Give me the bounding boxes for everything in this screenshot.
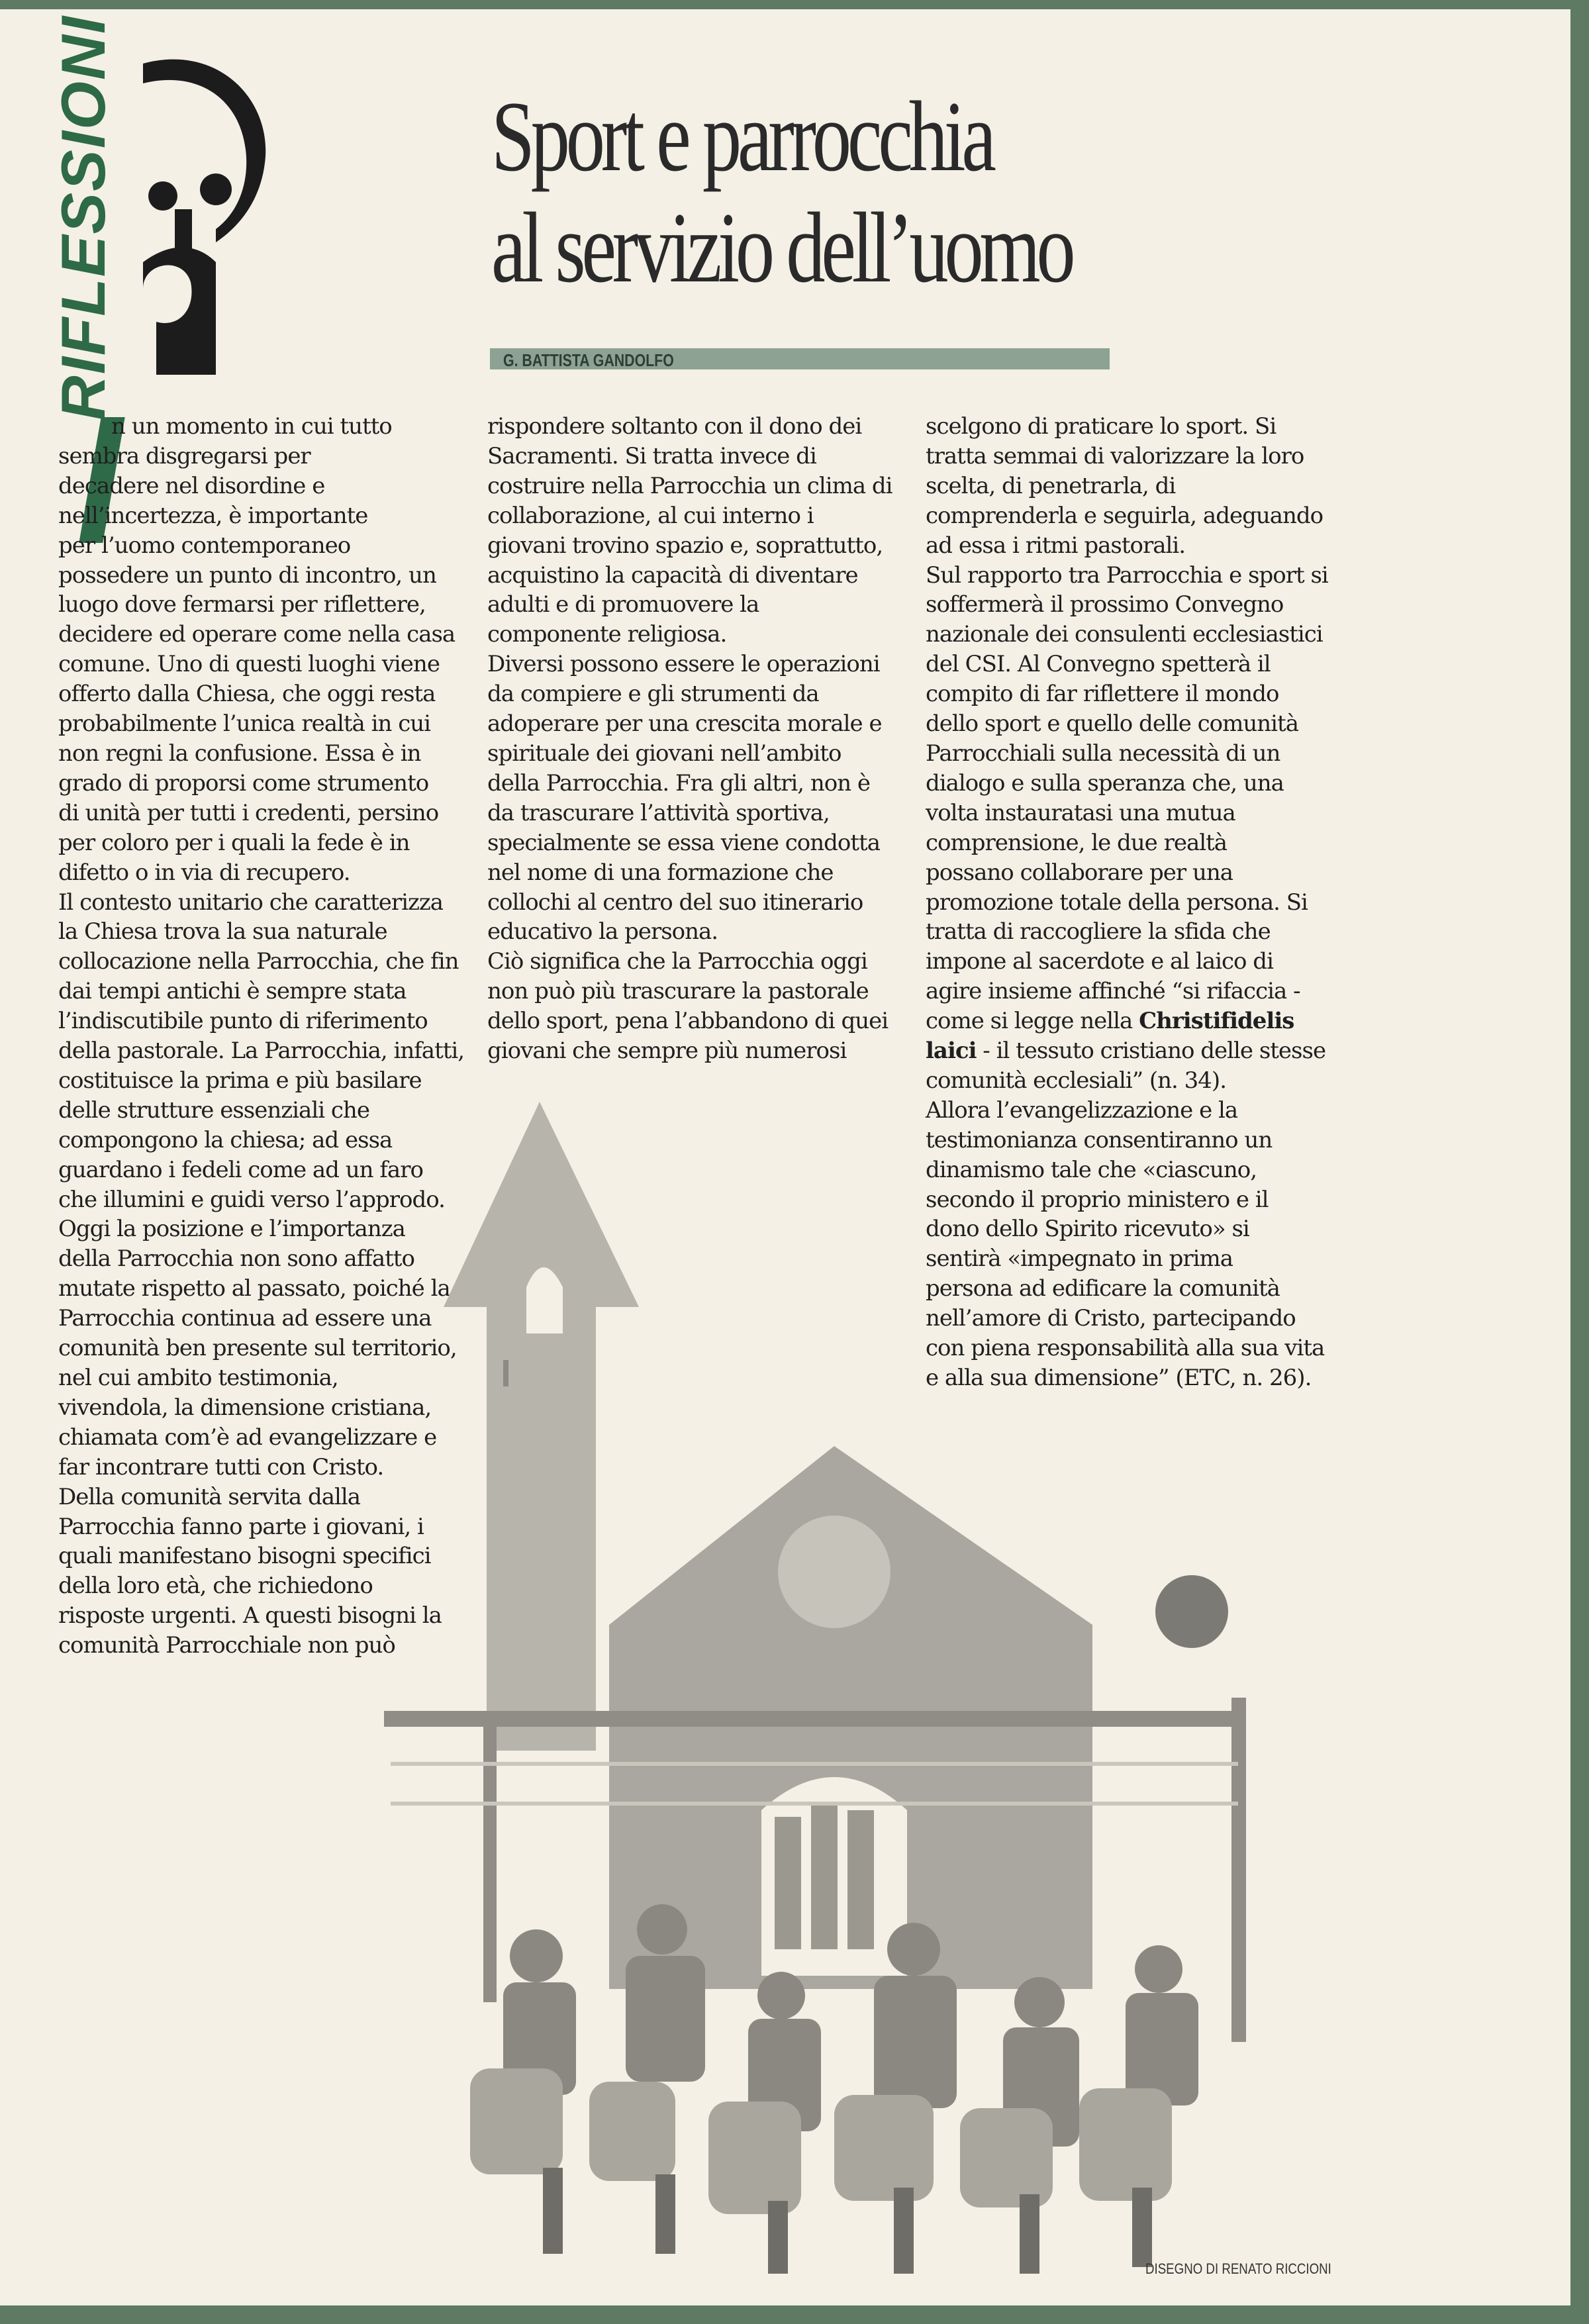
byline-bar xyxy=(490,348,1110,369)
section-label: RIFLESSIONI xyxy=(48,15,118,421)
citation-title-2: laici xyxy=(926,1038,977,1065)
magazine-page xyxy=(0,9,1570,2305)
citation-title: Christifidelis xyxy=(1139,1008,1294,1035)
face-logo-icon xyxy=(117,44,269,388)
illustration-credit: DISEGNO DI RENATO RICCIONI xyxy=(1145,2260,1331,2277)
column-3: scelgono di praticare lo sport. Si tratta semmai di valorizzare la loro scelta, di penetrarla, di comprenderla e seguirla, adeguando ad essa i ritmi pastorali. Sul rapporto tra Parrocchia e sport si soffermerà il prossimo Convegno nazionale dei consulenti ecclesiastici del CSI. Al Convegno spetterà il compito di far riflettere il mondo dello sport e quello delle comunità Parrocchiali sulla necessità di un dialogo e sulla speranza che, una volta instauratasi una mutua comprensione, le due realtà possano collaborare per una promozione totale della persona. Si tratta di raccogliere la sfida che impone al sacerdote e al laico di agire insieme affinché “si rifaccia - come si legge nella Christifidelis laici - il tessuto cristiano delle stesse comunità ecclesiali” (n. 34). Allora l’evangelizzazione e la testimonianza consentiranno un dinamismo tale che «ciascuno, secondo il proprio ministero e il dono dello Spirito ricevuto» si sentirà «impegnato in prima persona ad edificare la comunità nell’amore di Cristo, partecipando con piena responsabilità alla sua vita e alla sua dimensione” (ETC, n. 26). xyxy=(926,413,1328,1391)
column-2: rispondere soltanto con il dono dei Sacramenti. Si tratta invece di costruire nella Parrocchia un clima di collaborazione, al cui interno i giovani trovino spazio e, soprattutto, acquistino la capacità di diventare adulti e di promuovere la componente religiosa. Diversi possono essere le operazioni da compiere e gli strumenti da adoperare per una crescita morale e spirituale dei giovani nell’ambito della Parrocchia. Fra gli altri, non è da trascurare l’attività sportiva, specialmente se essa viene condotta nel nome di una formazione che collochi al centro del suo itinerario educativo la persona. Ciò significa che la Parrocchia oggi non può più trascurare la pastorale dello sport, pena l’abbandono di quei giovani che sempre più numerosi xyxy=(487,413,892,1065)
church-sport-illustration xyxy=(371,1049,1364,2294)
article-title: Sport e parrocchia al servizio dell’uomo xyxy=(491,81,1072,303)
byline: G. BATTISTA GANDOLFO xyxy=(503,350,674,370)
column-1-lead: n un momento in cui tutto sembra disgregarsi per decadere nel disordine e nell’incertezza, è importante per l’uomo contemporaneo possedere un punto di incontro, un luogo dove fermarsi per riflettere, decidere ed operare come nella casa comune. Uno di questi luoghi viene offerto dalla Chiesa, che oggi resta probabilmente l’unica realtà in cui non regni la confusione. Essa è in grado di proporsi come strumento di unità per tutti i credenti, persino per coloro per i quali la fede è in difetto o in via di recupero. Il contesto unitario che caratterizza la Chiesa trova la sua naturale collocazione nella Parrocchia, che fin dai tempi antichi è sempre stata l’indiscutibile punto di riferimento della pastorale. La Parrocchia, infatti, costituisce la prima e più basilare delle strutture essenziali che compongono la chiesa; ad essa guardano i fedeli come ad un faro che illumini e guidi verso l’approdo. Oggi la posizione e l’importanza della Parrocchia non sono affatto mutate rispetto al passato, poiché la Parrocchia continua ad essere una comunità ben presente sul territorio, nel cui ambito testimonia, vivendola, la dimensione cristiana, chiamata com’è ad evangelizzare e far incontrare tutti con Cristo. Della comunità servita dalla Parrocchia fanno parte i giovani, i quali manifestano bisogni specifici della loro età, che richiedono risposte urgenti. A questi bisogni la comunità Parrocchiale non può xyxy=(58,413,465,1659)
